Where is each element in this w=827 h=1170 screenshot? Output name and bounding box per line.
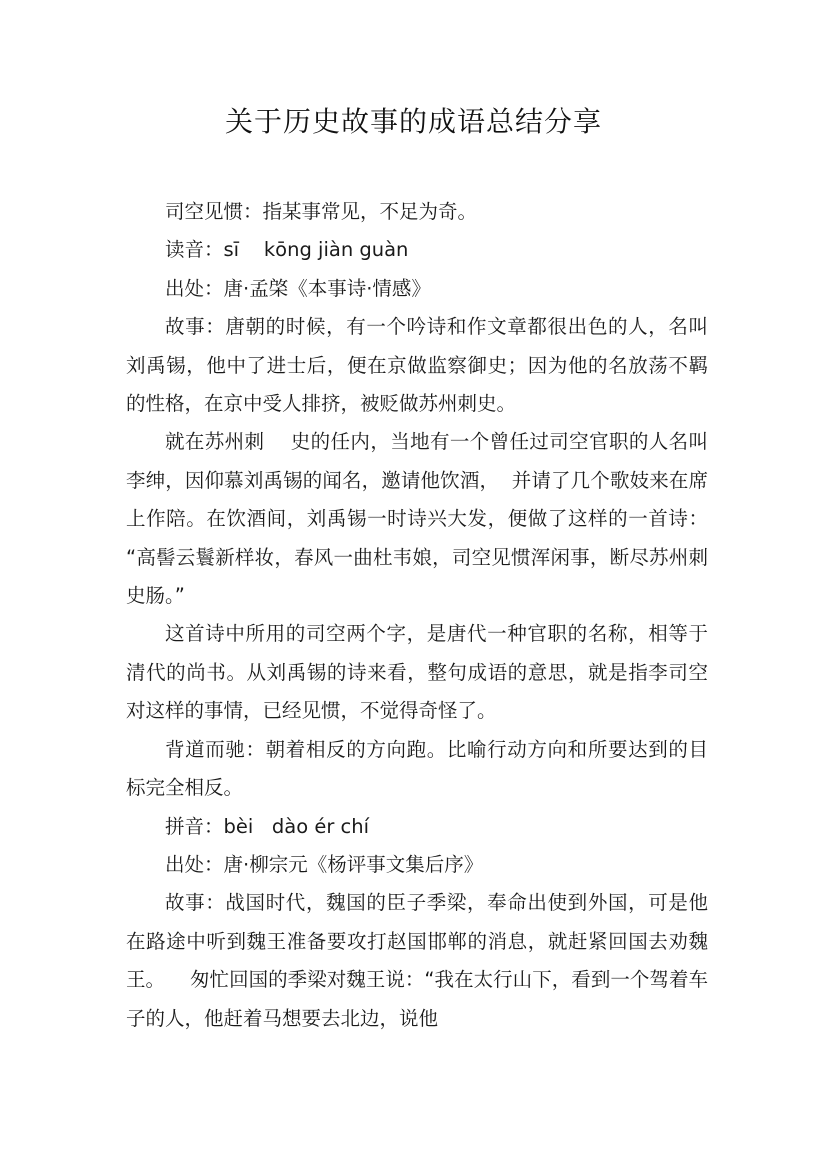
paragraph-idiom-definition: 司空见惯：指某事常见，不足为奇。 [165,200,478,223]
paragraph-story-continued: 就在苏州刺 史的任内，当地有一个曾任过司空官职的人名叫李绅，因仰慕刘禹锡的闻名，邀请他饮酒， 并请了几个歌妓来在席上作陪。在饮酒间，刘禹锡一时诗兴大发，便做了这样的一首诗： “高髻云鬟新样妆，春风一曲杜韦娘，司空见惯浑闲事，断尽苏州刺史肠。” [126,430,727,608]
paragraph-source-2: 出处：唐·柳宗元《杨评事文集后序》 [165,852,484,876]
paragraph-pinyin: 拼音：bèi dào ér chí [165,814,370,838]
paragraph-pronunciation: 读音：sī kōng jiàn guàn [165,238,409,262]
paragraph-idiom-definition-2: 背道而驰：朝着相反的方向跑。比喻行动方向和所要达到的目标完全相反。 [126,737,708,800]
paragraph-explanation: 这首诗中所用的司空两个字，是唐代一种官职的名称，相等于清代的尚书。从刘禹锡的诗来看，整句成语的意思，就是指李司空对这样的事情，已经见惯，不觉得奇怪了。 [126,622,708,723]
paragraph-source: 出处：唐·孟棨《本事诗·情感》 [165,276,431,300]
paragraph-story-2: 故事：战国时代，魏国的臣子季梁，奉命出使到外国，可是他在路途中听到魏王准备要攻打赵国邯郸的消息，就赶紧回国去劝魏王。 匆忙回国的季梁对魏王说：“我在太行山下，看到一个驾着车子的人，他赶着马想要去北边，说他 [126,891,708,1030]
paragraph-story: 故事：唐朝的时候，有一个吟诗和作文章都很出色的人，名叫刘禹锡，他中了进士后，便在京做监察御史；因为他的名放荡不羁的性格，在京中受人排挤，被贬做苏州刺史。 [126,315,708,416]
document-body [126,193,727,1038]
document-title: 关于历史故事的成语总结分享 [224,105,602,138]
